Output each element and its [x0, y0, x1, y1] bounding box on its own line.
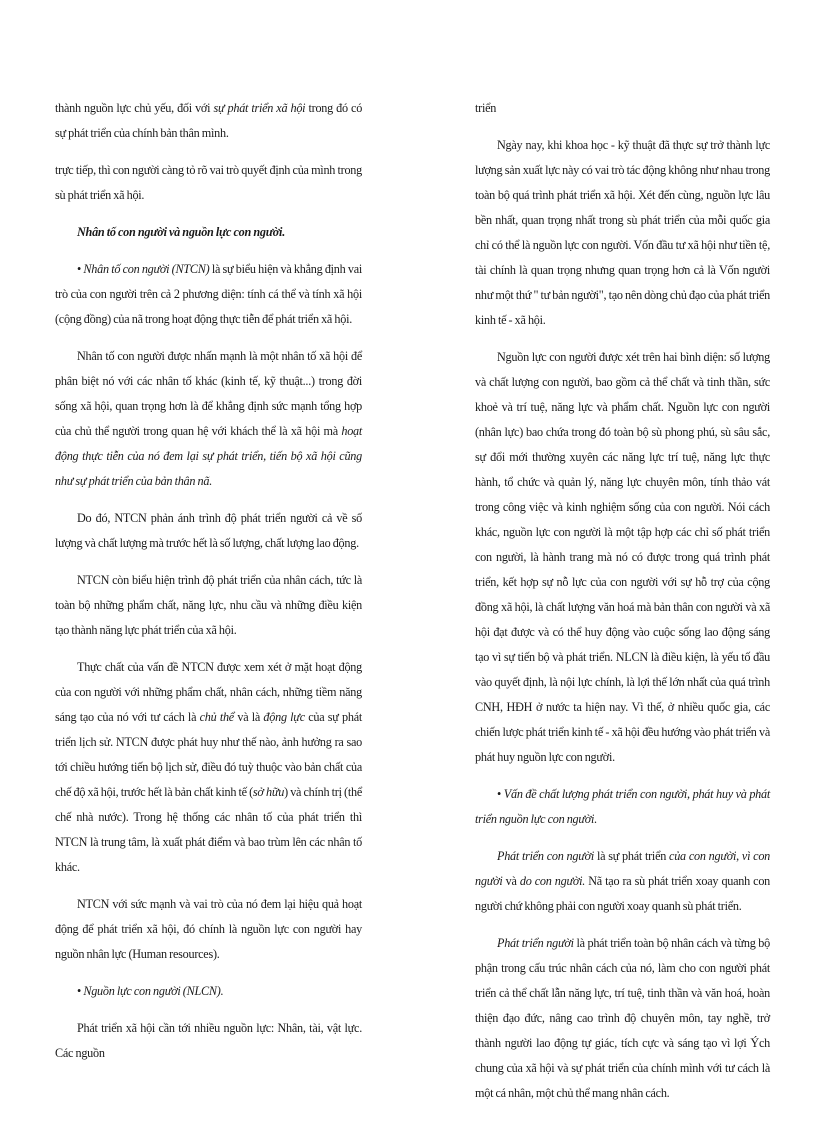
- paragraph: trực tiếp, thì con người càng tỏ rõ vai trò quyết định của mình trong sù phát triển xã hội.: [55, 163, 362, 202]
- bullet-paragraph: • Nhân tố con người (NTCN) là sự biểu hiện và khẳng định vai trò của con người trên cả 2 phương diện: tính cá thể và tính xã hội (cộng đồng) của nã trong hoạt động thực tiễn để phát triển xã hội.: [55, 262, 363, 326]
- paragraph: NTCN với sức mạnh và vai trò của nó đem lại hiệu quả hoạt động để phát triển xã hội, đó chính là nguồn lực con người hay nguồn nhân lực (Human resources).: [55, 897, 362, 961]
- left-column: [55, 96, 362, 1078]
- paragraph: Do đó, NTCN phản ánh trình độ phát triển người cả về số lượng và chất lượng mà trước hết là số lượng, chất lượng lao động.: [55, 511, 362, 550]
- paragraph: Ngày nay, khi khoa học - kỹ thuật đã thực sự trở thành lực lượng sản xuất lực này có vai trò tác động không như nhau trong toàn bộ quá trình phát triển xã hội. Xét đến cùng, nguồn lực lâu bền nhất, quan trọng nhất trong sù phát triển của mỗi quốc gia chỉ có thể là nguồn lực con người. Vốn đầu tư xã hội như tiền tệ, tài chính là quan trọng nhưng quan trọng hơn cả là Vốn người như một thứ " tư bản người", tạo nên dòng chủ đạo của phát triển kinh tế - xã hội.: [475, 138, 770, 327]
- section-heading: Nhân tố con người và nguồn lực con người.: [77, 225, 285, 239]
- bullet-paragraph: • Vấn đề chất lượng phát triển con người, phát huy và phát triển nguồn lực con người.: [475, 787, 770, 826]
- paragraph: Phát triển người là phát triển toàn bộ nhân cách và từng bộ phận trong cấu trúc nhân cách của nó, làm cho con người phát triển cả thể chất lẫn năng lực, trí tuệ, tinh thần và văn hoá, hoàn thiện đạo đức, nâng cao trình độ chuyên môn, tay nghề, trở thành người lao động tự giác, tích cực và sáng tạo vì lợi Ých chung của xã hội và sự phát triển của chính mình với tư cách là một cá nhân, một chủ thể mang nhân cách.: [475, 936, 770, 1100]
- paragraph: Nhân tố con người được nhấn mạnh là một nhân tố xã hội để phân biệt nó với các nhân tố khác (kinh tế, kỹ thuật...) trong đời sống xã hội, quan trọng hơn là để khẳng định sức mạnh tổng hợp của chủ thể người trong quan hệ với khách thể là xã hội mà hoạt động thực tiễn của nó đem lại sự phát triển, tiến bộ xã hội cũng như sự phát triển của bản thân nã.: [55, 349, 363, 488]
- paragraph: thành nguồn lực chủ yếu, đối với sự phát triển xã hội trong đó có sự phát triển của chính bản thân mình.: [55, 101, 363, 140]
- bullet-paragraph: • Nguồn lực con người (NLCN).: [77, 984, 224, 998]
- paragraph: triển: [475, 101, 497, 115]
- right-column: [475, 96, 770, 1118]
- paragraph: Phát triển con người là sự phát triển của con người, vì con người và do con người. Nã tạo ra sù phát triển xoay quanh con người chứ không phải con người xoay quanh sù phát triển.: [475, 849, 771, 913]
- paragraph: NTCN còn biểu hiện trình độ phát triển của nhân cách, tức là toàn bộ những phẩm chất, năng lực, nhu cầu và những điều kiện tạo thành năng lực phát triển của xã hội.: [55, 573, 362, 637]
- paragraph: Nguồn lực con người được xét trên hai bình diện: số lượng và chất lượng con người, bao gồm cả thể chất và tinh thần, sức khoẻ và trí tuệ, năng lực và phẩm chất. Nguồn lực con người (nhân lực) bao chứa trong đó toàn bộ sù phong phú, sù sâu sắc, sự đổi mới thường xuyên các năng lực trí tuệ, năng lực thực hành, tổ chức và quản lý, năng lực chuyên môn, tính thảo vát trong công việc và kinh nghiệm sống của con người. Nói cách khác, nguồn lực con người là một tập hợp các chỉ số phát triển con người, là hành trang mà nó có được trong quá trình phát triển, kết hợp sự nỗ lực của con người với sự hỗ trợ của cộng đồng xã hội, là chất lượng văn hoá mà bản thân con người và xã hội đạt được và có thể huy động vào cuộc sống lao động sáng tạo vì sự tiến bộ và phát triển. NLCN là điều kiện, là yếu tố đầu vào quyết định, là nội lực chính, là lợi thế lớn nhất của quá trình CNH, HĐH ở nước ta hiện nay. Vì thế, ở nhiều quốc gia, các chiến lược phát triển kinh tế - xã hội đều hướng vào phát triển và phát huy nguồn lực con người.: [475, 350, 770, 764]
- paragraph: Thực chất của vấn đề NTCN được xem xét ở mặt hoạt động của con người với những phẩm chất, nhân cách, những tiềm năng sáng tạo của nó với tư cách là chủ thể và là động lực của sự phát triển lịch sử. NTCN được phát huy như thế nào, ảnh hưởng ra sao tới chiều hướng tiến bộ lịch sử, điều đó tuỳ thuộc vào bản chất của chế độ xã hội, trước hết là bản chất kinh tế (sở hữu) và chính trị (thể chế nhà nước). Trong hệ thống các nhân tố của phát triển thì NTCN là trung tâm, là xuất phát điểm và bao trùm lên các nhân tố khác.: [55, 660, 362, 874]
- paragraph: Phát triển xã hội cần tới nhiều nguồn lực: Nhân, tài, vật lực. Các nguồn: [55, 1021, 362, 1060]
